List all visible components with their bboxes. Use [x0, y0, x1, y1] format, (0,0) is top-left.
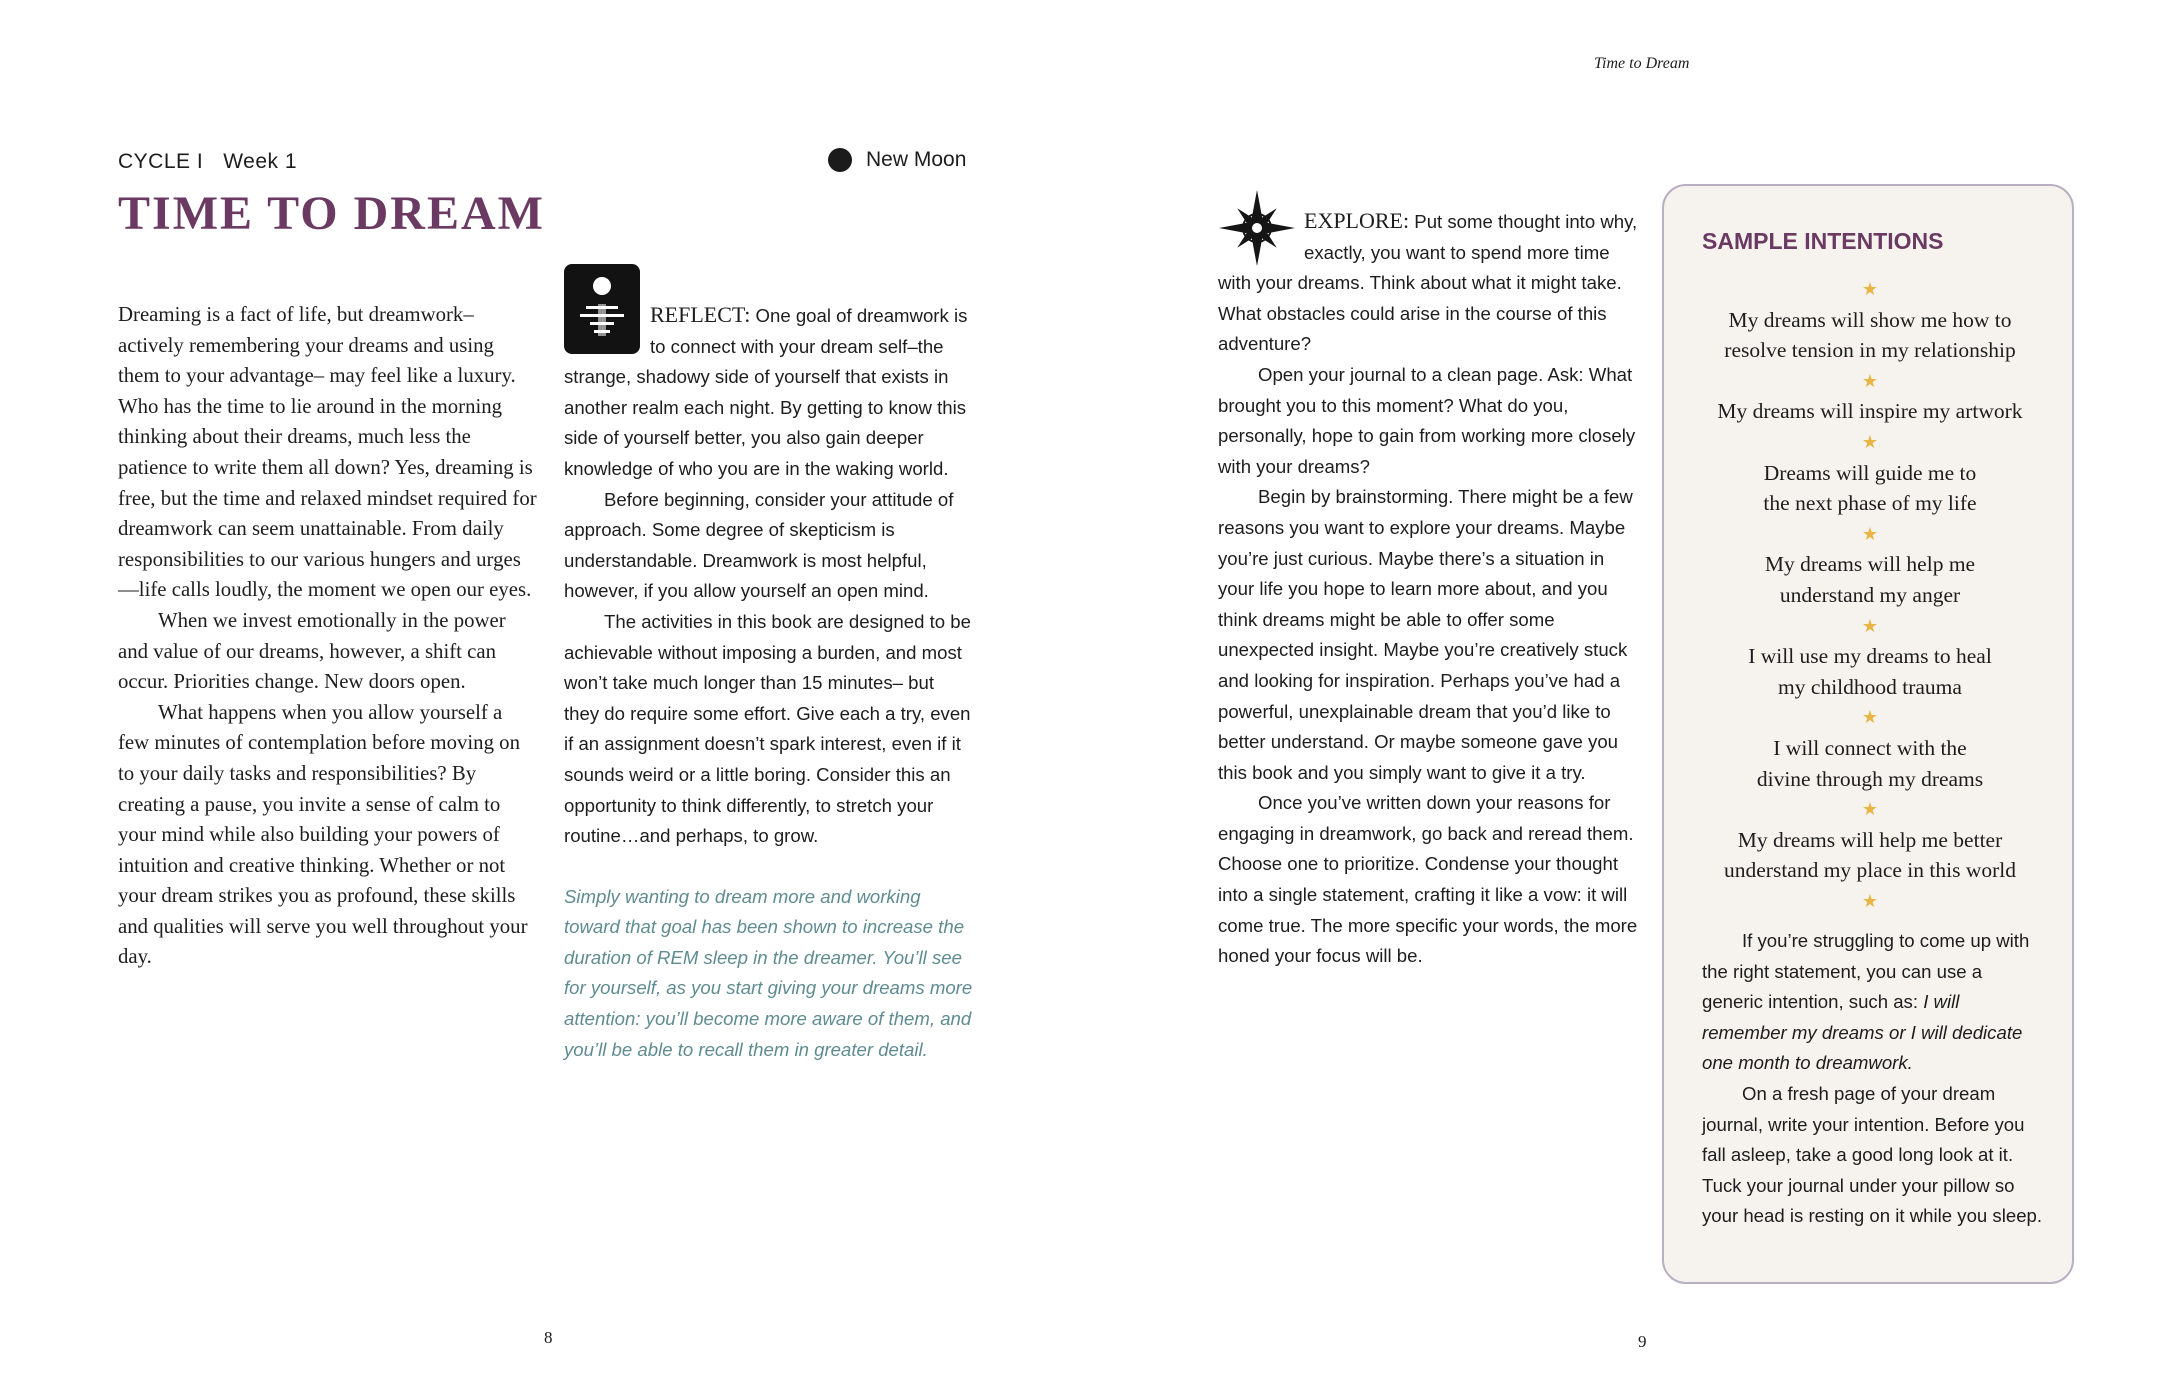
- intention-item: [1674, 641, 2066, 702]
- intention-line: my childhood trauma: [1778, 674, 1962, 699]
- generic-intention-example: I will remember my dreams or I will dedicate one month to dreamwork.: [1702, 991, 2023, 1074]
- cycle-number: CYCLE I: [118, 150, 204, 173]
- sidebar-paragraph-1-text: If you’re struggling to come up with the right statement, you can use a generic intention, such as:: [1702, 930, 2030, 1013]
- intention-line: the next phase of my life: [1763, 491, 1977, 516]
- sidebar-paragraph-2: On a fresh page of your dream journal, write your intention. Before you fall asleep, take a good long look at it. Tuck your journal under your pillow so your head is resting on it while you sleep.: [1702, 1082, 2043, 1227]
- explore-label: EXPLORE:: [1304, 208, 1410, 233]
- reflect-label: REFLECT:: [650, 302, 751, 327]
- reflect-paragraph-2: Before beginning, consider your attitude of approach. Some degree of skepticism is understandable. Dreamwork is most helpful, however, if you allow yourself an open mind.: [564, 488, 954, 602]
- sample-intentions-box: [1662, 184, 2074, 1284]
- explore-paragraph-2: Open your journal to a clean page. Ask: What brought you to this moment? What do you, personally, hope to gain from working more closely with your dreams?: [1218, 363, 1636, 477]
- intro-column: [118, 300, 538, 973]
- moon-reflection-icon: [564, 264, 640, 354]
- star-icon: ★: [1861, 370, 1879, 391]
- reflect-column: [564, 300, 974, 1065]
- running-head: Time to Dream: [1594, 55, 1690, 72]
- reflect-text: One goal of dreamwork is to connect with your dream self–the strange, shadowy side of yourself that exists in another realm each night. By getting to know this side of yourself better, you also gain deeper knowledge of who you are in the waking world.: [564, 305, 968, 479]
- reflect-paragraph-3: The activities in this book are designed to be achievable without imposing a burden, and most won’t take much longer than 15 minutes– but they do require some effort. Give each a try, even if an assignment doesn’t spark interest, even if it sounds weird or a little boring. Consider this an opportunity to think differently, to stretch your routine…and perhaps, to grow.: [564, 610, 971, 847]
- page-title: TIME TO DREAM: [118, 187, 545, 240]
- intention-line: I will use my dreams to heal: [1748, 644, 1992, 669]
- intention-line: I will connect with the: [1773, 735, 1967, 760]
- explore-column: [1218, 206, 1638, 972]
- sidebar-title: SAMPLE INTENTIONS: [1702, 228, 1944, 254]
- reflect-paragraph-1: [564, 300, 974, 485]
- intentions-list: [1674, 274, 2066, 916]
- intention-item: [1674, 305, 2066, 366]
- intention-item: [1674, 396, 2066, 427]
- compass-star-icon: [1218, 188, 1296, 268]
- page-number-right: 9: [1638, 1332, 1647, 1351]
- star-icon: ★: [1861, 431, 1879, 452]
- cycle-label: [118, 150, 297, 174]
- explore-paragraph-4: Once you’ve written down your reasons for engaging in dreamwork, go back and reread them. Choose one to prioritize. Condense your thought into a single statement, crafting it like a vow: it will come true. The more specific your words, the more honed your focus will be.: [1218, 792, 1638, 967]
- explore-paragraph-1: [1218, 206, 1638, 360]
- intention-item: [1674, 733, 2066, 794]
- intention-item: [1674, 549, 2066, 610]
- intention-line: divine through my dreams: [1756, 766, 1984, 791]
- new-moon-icon: [828, 148, 852, 172]
- rem-callout: Simply wanting to dream more and working toward that goal has been shown to increase the duration of REM sleep in the dreamer. You’ll see for yourself, as you start giving your dreams more attention: you’ll become more aware of them, and you’ll be able to recall them in greater detail.: [564, 885, 973, 1060]
- intention-line: resolve tension in my relationship: [1724, 338, 2016, 363]
- star-icon: ★: [1861, 279, 1879, 299]
- moon-phase-label: New Moon: [866, 148, 967, 171]
- intention-line: Dreams will guide me to: [1763, 460, 1977, 485]
- intention-item: [1674, 458, 2066, 519]
- intention-line: My dreams will show me how to: [1728, 307, 2012, 332]
- intro-paragraph-3: What happens when you allow yourself a few minutes of contemplation before moving on to your daily tasks and responsibilities? By creating a pause, you invite a sense of calm to your mind while also building your powers of intuition and creative thinking. Whether or not your dream strikes you as profound, these skills and qualities will serve you well throughout your day.: [118, 700, 528, 969]
- moon-reflection-icon-graphic: [564, 264, 640, 354]
- star-icon: ★: [1861, 707, 1879, 728]
- intention-item: [1674, 825, 2066, 886]
- sidebar-paragraph-1: [1702, 926, 2048, 1079]
- intention-line: My dreams will help me better: [1737, 827, 2003, 852]
- star-icon: ★: [1861, 799, 1879, 820]
- week-number: Week 1: [223, 150, 298, 173]
- page-number-left: 8: [544, 1328, 553, 1347]
- sidebar-body: [1702, 926, 2048, 1232]
- star-icon: ★: [1861, 890, 1879, 911]
- moon-phase: [828, 148, 966, 172]
- star-icon: ★: [1861, 615, 1879, 636]
- star-icon: ★: [1861, 523, 1879, 544]
- intention-line: understand my anger: [1779, 582, 1961, 607]
- explore-text: Put some thought into why, exactly, you want to spend more time with your dreams. Think about what it might take. What obstacles could arise in the course of this adventure?: [1218, 211, 1638, 355]
- compass-star-icon-graphic: [1218, 188, 1296, 268]
- intention-line: My dreams will help me: [1764, 552, 1976, 577]
- intention-line: My dreams will inspire my artwork: [1717, 399, 2023, 424]
- explore-paragraph-3: Begin by brainstorming. There might be a few reasons you want to explore your dreams. Maybe you’re just curious. Maybe there’s a situation in your life you hope to learn more about, and you think dreams might be able to offer some unexpected insight. Maybe you’re creatively stuck and looking for inspiration. Perhaps you’ve had a powerful, unexplainable dream that you’d like to better understand. Or maybe someone gave you this book and you simply want to give it a try.: [1218, 486, 1633, 783]
- intro-paragraph-1: Dreaming is a fact of life, but dreamwork– actively remembering your dreams and using them to your advantage– may feel like a luxury. Who has the time to lie around in the morning thinking about their dreams, much less the patience to write them all down? Yes, dreaming is free, but the time and relaxed mindset required for dreamwork can seem unattainable. From daily responsibilities to our various hungers and urges—life calls loudly, the moment we open our eyes.: [118, 303, 537, 602]
- intention-line: understand my place in this world: [1724, 858, 2016, 883]
- intro-paragraph-2: When we invest emotionally in the power and value of our dreams, however, a shift can occur. Priorities change. New doors open.: [118, 608, 506, 694]
